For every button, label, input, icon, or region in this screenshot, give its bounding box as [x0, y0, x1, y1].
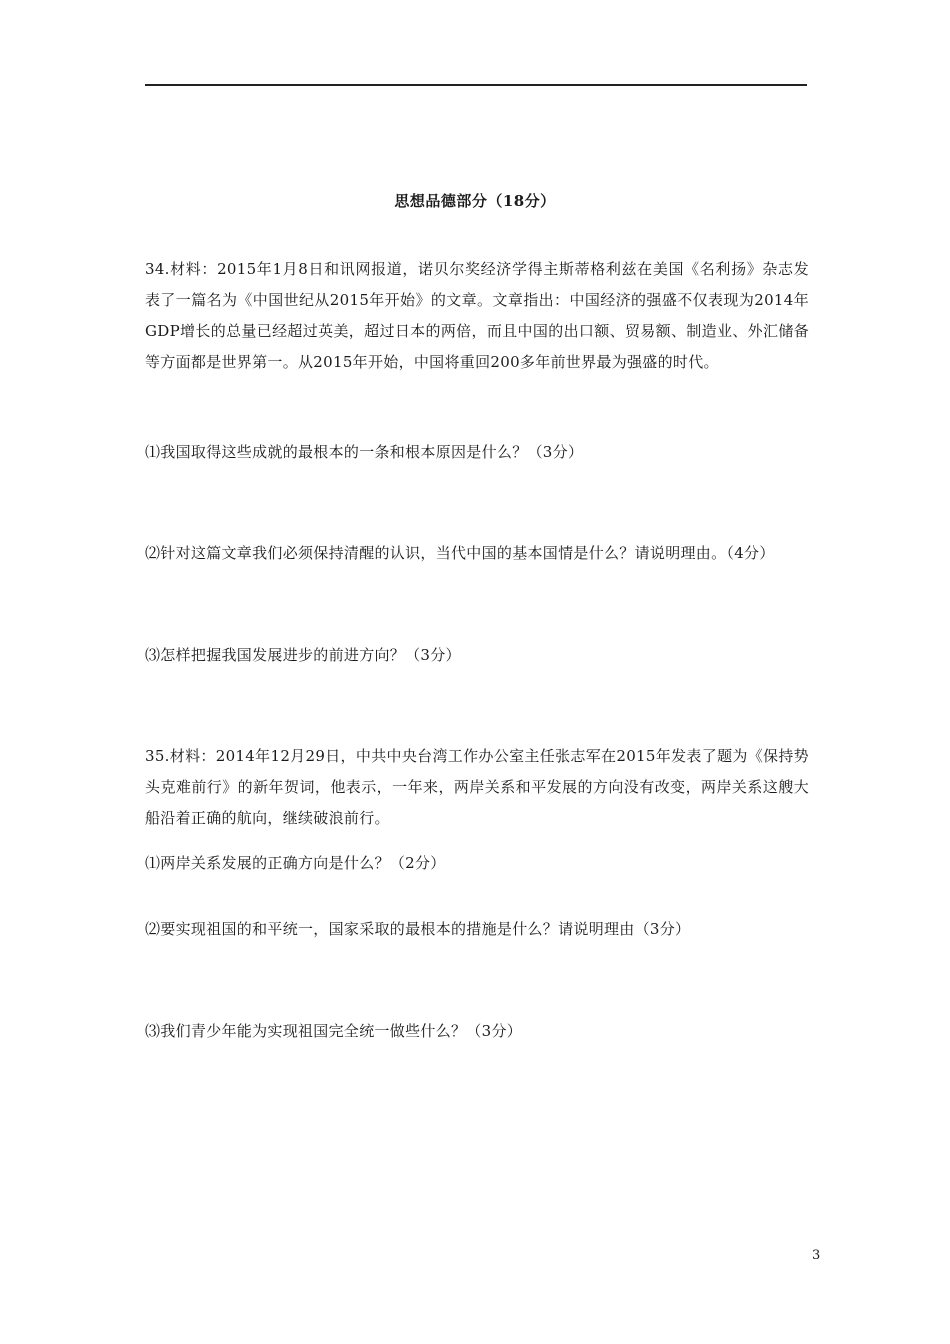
question-34-sub-3: ⑶怎样把握我国发展进步的前进方向？（3分） — [145, 646, 461, 664]
question-34-sub-2: ⑵针对这篇文章我们必须保持清醒的认识，当代中国的基本国情是什么？请说明理由。（4分） — [145, 544, 775, 562]
question-34-sub-1: ⑴我国取得这些成就的最根本的一条和根本原因是什么？（3分） — [145, 443, 584, 461]
question-35-sub-1: ⑴两岸关系发展的正确方向是什么？（2分） — [145, 854, 446, 872]
question-35-sub-2: ⑵要实现祖国的和平统一，国家采取的最根本的措施是什么？请说明理由（3分） — [145, 920, 691, 938]
header-rule — [145, 84, 807, 86]
question-34-material: 34.材料：2015年1月8日和讯网报道，诺贝尔奖经济学得主斯蒂格利兹在美国《名利扬》杂志发表了一篇名为《中国世纪从2015年开始》的文章。文章指出：中国经济的强盛不仅表现为2014年GDP增长的总量已经超过英美，超过日本的两倍，而且中国的出口额、贸易额、制造业、外汇储备等方面都是世界第一。从2015年开始，中国将重回200多年前世界最为强盛的时代。 — [145, 260, 809, 371]
page-number: 3 — [812, 1248, 821, 1263]
question-35-material: 35.材料：2014年12月29日，中共中央台湾工作办公室主任张志军在2015年发表了题为《保持势头克难前行》的新年贺词，他表示，一年来，两岸关系和平发展的方向没有改变，两岸关系这艘大船沿着正确的航向，继续破浪前行。 — [145, 747, 809, 827]
section-title: 思想品德部分（18分） — [394, 192, 556, 210]
question-35-sub-3: ⑶我们青少年能为实现祖国完全统一做些什么？（3分） — [145, 1022, 523, 1040]
